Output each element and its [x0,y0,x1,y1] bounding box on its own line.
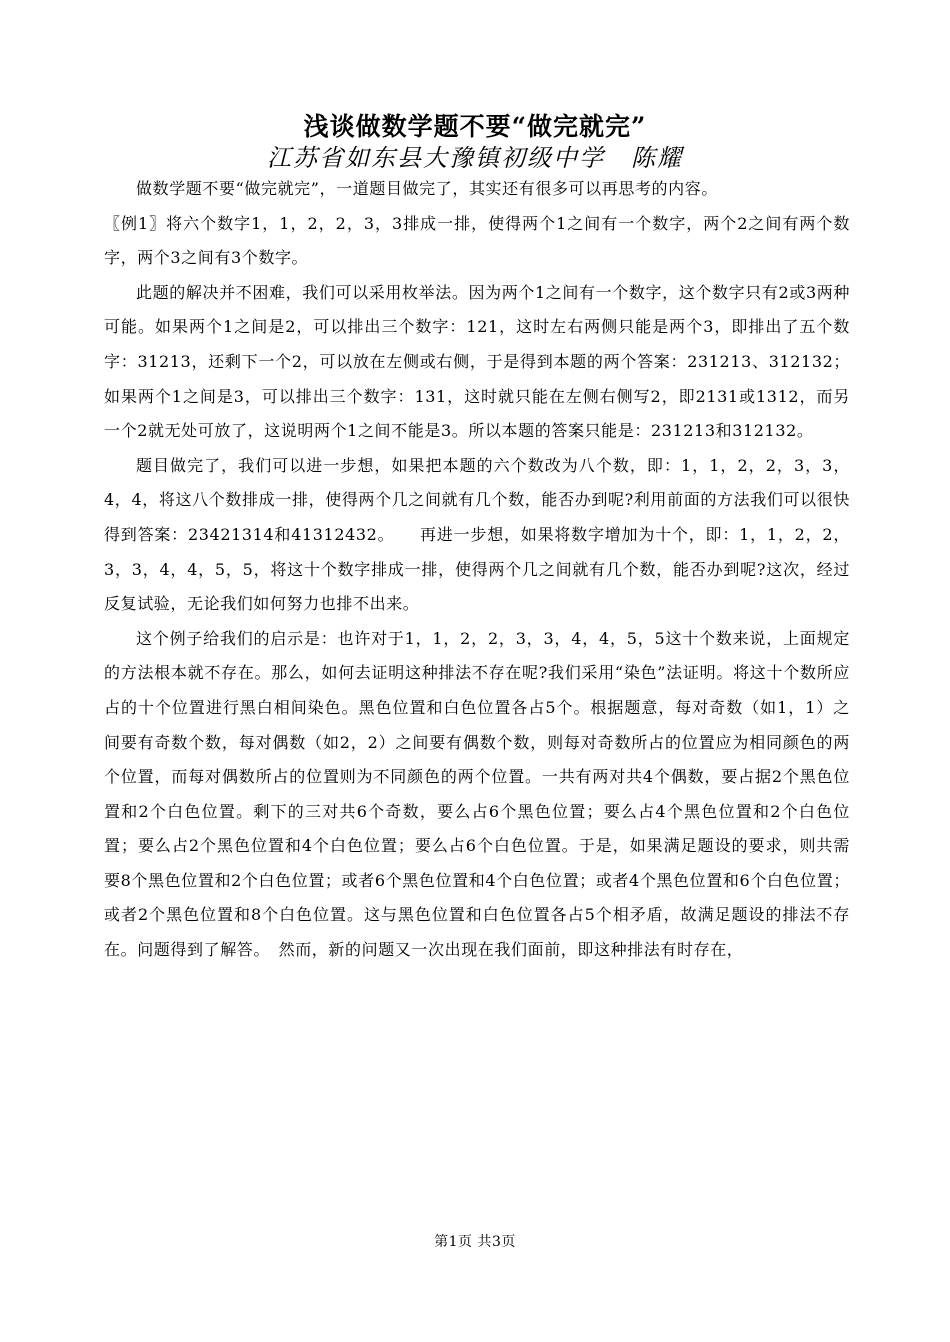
document-body [104,172,850,968]
intro-paragraph: 做数学题不要“做完就完”，一道题目做完了，其实还有很多可以再思考的内容。 [136,179,718,198]
solution-paragraph: 此题的解决并不困难，我们可以采用枚举法。因为两个1之间有一个数字，这个数字只有2或3两种可能。如果两个1之间是2，可以排出三个数字：121，这时左右两侧只能是两个3，即排出了五个数字：31213，还剩下一个2，可以放在左侧或右侧，于是得到本题的两个答案：231213、312132；如果两个1之间是3，可以排出三个数字：131，这时就只能在左侧右侧写2，即2131或1312，而另一个2就无处可放了，这说明两个1之间不能是3。所以本题的答案只能是：231213和312132。 [104,282,850,441]
author-line: 江苏省如东县大豫镇初级中学 陈耀 [267,144,683,172]
example-paragraph: 〖例1〗将六个数字1，1，2，2，3，3排成一排，使得两个1之间有一个数字，两个2之间有两个数字，两个3之间有3个数字。 [104,213,850,268]
document-title: 浅谈做数学题不要“做完就完” [303,112,647,141]
proof-paragraph: 这个例子给我们的启示是：也许对于1，1，2，2，3，3，4，4，5，5这十个数来说，上面规定的方法根本就不存在。那么，如何去证明这种排法不存在呢?我们采用“染色”法证明。将这十个数所应占的十个位置进行黑白相间染色。黑色位置和白色位置各占5个。根据题意，每对奇数（如1，1）之间要有奇数个数，每对偶数（如2，2）之间要有偶数个数，则每对奇数所占的位置应为相同颜色的两个位置，而每对偶数所占的位置则为不同颜色的两个位置。一共有两对共4个偶数，要占据2个黑色位置和2个白色位置。剩下的三对共6个奇数，要么占6个黑色位置；要么占4个黑色位置和2个白色位置；要么占2个黑色位置和4个白色位置；要么占6个白色位置。于是，如果满足题设的要求，则共需要8个黑色位置和2个白色位置；或者6个黑色位置和4个白色位置；或者4个黑色位置和6个白色位置；或者2个黑色位置和8个白色位置。这与黑色位置和白色位置各占5个相矛盾，故满足题设的排法不存在。问题得到了解答。 然而，新的问题又一次出现在我们面前，即这种排法有时存在， [104,628,850,960]
page-number-footer: 第1页 共3页 [434,1234,516,1250]
extension-paragraph: 题目做完了，我们可以进一步想，如果把本题的六个数改为八个数，即：1，1，2，2，3，3，4，4，将这八个数排成一排，使得两个几之间就有几个数，能否办到呢?利用前面的方法我们可以很快得到答案：23421314和41312432。 再进一步想，如果将数字增加为十个，即：1，1，2，2，3，3，4，4，5，5，将这十个数字排成一排，使得两个几之间就有几个数，能否办到呢?这次，经过反复试验，无论我们如何努力也排不出来。 [104,455,850,614]
